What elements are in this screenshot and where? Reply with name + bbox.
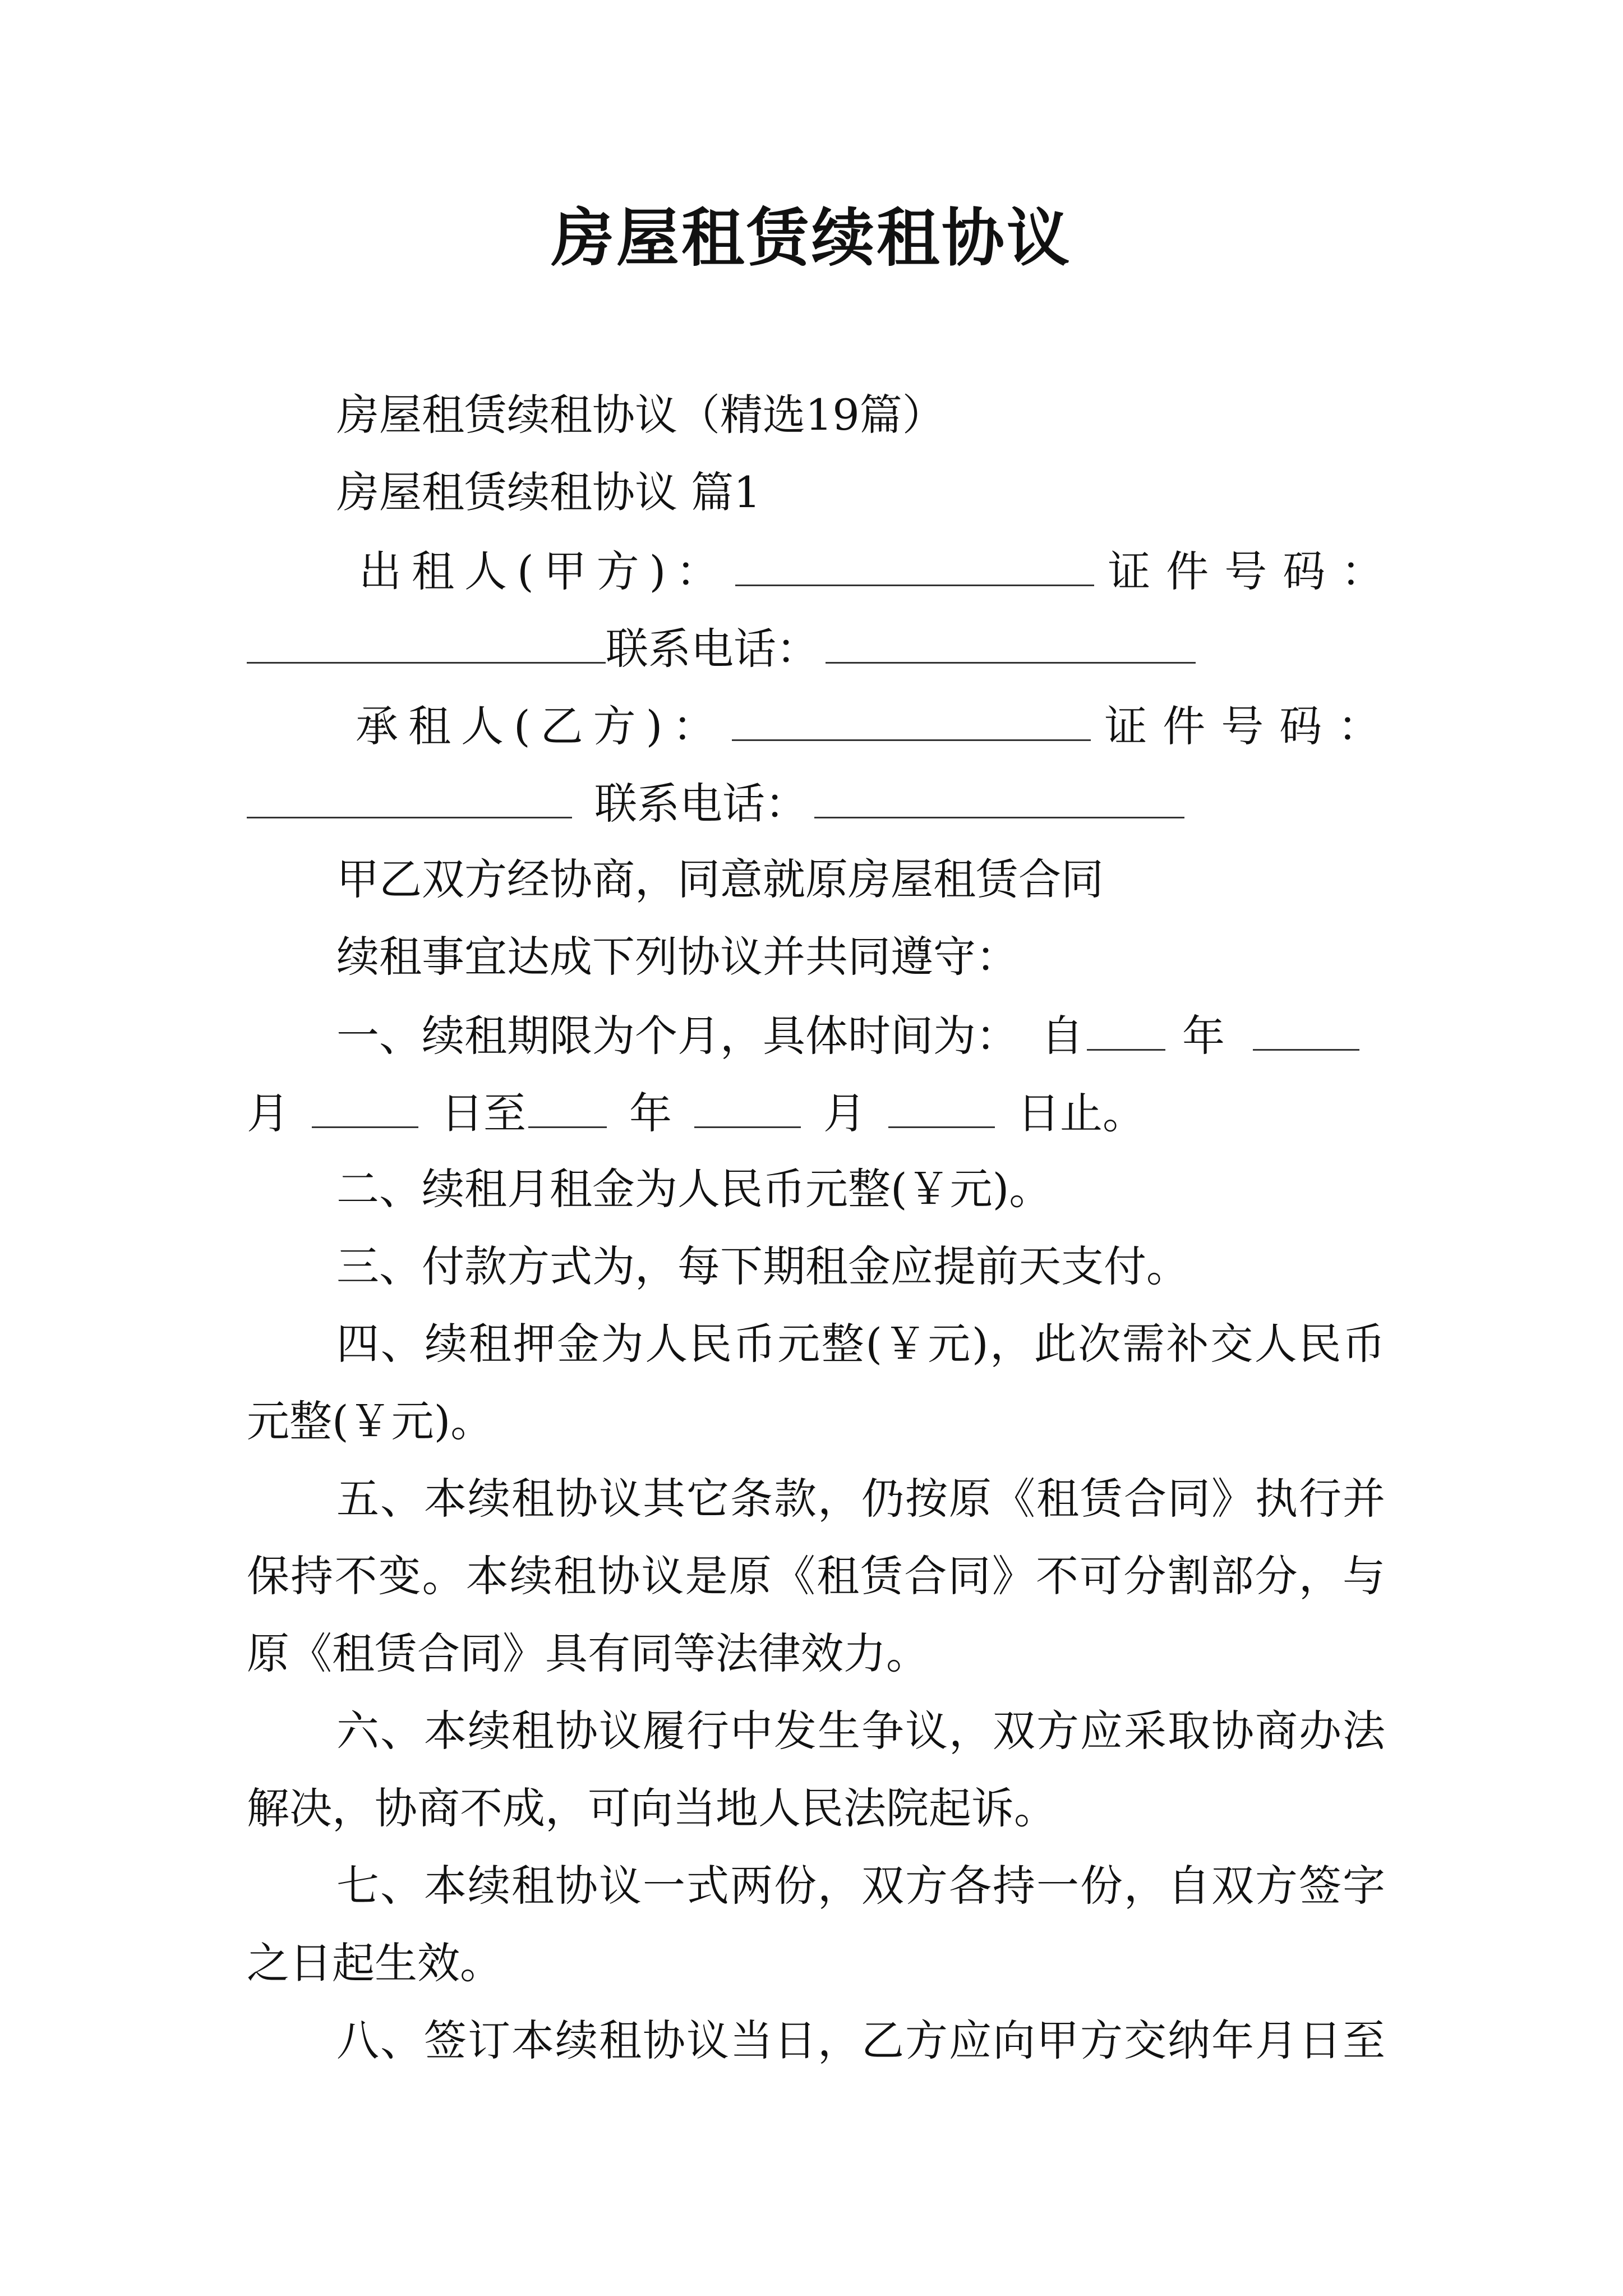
lessee-label: 承租人(乙方)： [356, 701, 726, 751]
lessee-name-blank [732, 697, 1091, 741]
clause-1-lead: 一、续租期限为个月，具体时间为： [336, 1011, 1018, 1061]
lessee-id-label: 证件号码： [1104, 701, 1396, 751]
lessor-id-label: 证件号码： [1108, 546, 1400, 596]
clause-1-line-1 [336, 1006, 1385, 1064]
clause-4-line-1: 四、续租押金为人民币元整(￥元)，此次需补交人民币 [336, 1319, 1385, 1369]
clause-1-day-to: 日至 [441, 1088, 526, 1138]
clause-1-from-day-blank [312, 1084, 418, 1128]
lessor-line [359, 542, 1400, 600]
clause-1-to-day-blank [888, 1084, 995, 1128]
document-subtitle: 房屋租赁续租协议（精选19篇） [336, 390, 945, 440]
clause-1-from: 自 [1041, 1011, 1083, 1061]
lessor-name-blank [735, 542, 1094, 586]
lessee-phone-blank [814, 774, 1184, 818]
lessee-id-blank [247, 774, 572, 818]
clause-7-line-1: 七、本续租协议一式两份，双方各持一份，自双方签字 [336, 1861, 1385, 1911]
lessor-phone-blank [826, 619, 1196, 664]
lessee-line [356, 697, 1396, 754]
clause-1-year-label: 年 [1182, 1011, 1225, 1061]
clause-3: 三、付款方式为，每下期租金应提前天支付。 [336, 1241, 1189, 1291]
lessee-id-phone-line [247, 774, 1385, 832]
clause-1-from-month-blank [1253, 1006, 1359, 1051]
clause-2: 二、续租月租金为人民币元整(￥元)。 [336, 1164, 1052, 1214]
lessor-phone-label: 联系电话： [606, 624, 819, 674]
clause-1-to-month-blank [694, 1084, 801, 1128]
clause-8-line-1: 八、签订本续租协议当日，乙方应向甲方交纳年月日至 [336, 2016, 1385, 2065]
clause-5-line-3: 原《租赁合同》具有同等法律效力。 [247, 1628, 929, 1678]
clause-1-to-year-label: 年 [629, 1088, 672, 1138]
clause-1-line-2 [247, 1084, 1385, 1142]
intro-line-1: 甲乙双方经协商，同意就原房屋租赁合同 [336, 854, 1104, 904]
section-heading: 房屋租赁续租协议 篇1 [336, 467, 761, 517]
clause-6-line-2: 解决，协商不成，可向当地人民法院起诉。 [247, 1783, 1057, 1833]
clause-1-from-year-blank [1087, 1006, 1165, 1051]
clause-1-month-label: 月 [247, 1088, 289, 1138]
clause-7-line-2: 之日起生效。 [247, 1938, 502, 1988]
clause-5-line-1: 五、本续租协议其它条款，仍按原《租赁合同》执行并 [336, 1474, 1385, 1524]
clause-1-to-month-label: 月 [823, 1088, 866, 1138]
lessor-id-phone-line [247, 619, 1385, 677]
clause-5-line-2: 保持不变。本续租协议是原《租赁合同》不可分割部分，与 [247, 1551, 1385, 1601]
clause-6-line-1: 六、本续租协议履行中发生争议，双方应采取协商办法 [336, 1706, 1385, 1756]
lessee-phone-label: 联系电话： [594, 779, 808, 829]
document-title: 房屋租赁续租协议 [551, 202, 1072, 275]
clause-1-to-year-blank [528, 1084, 607, 1128]
clause-1-day-end: 日止。 [1017, 1088, 1145, 1138]
clause-4-line-2: 元整(￥元)。 [247, 1396, 494, 1446]
lessor-id-blank [247, 619, 606, 664]
intro-line-2: 续租事宜达成下列协议并共同遵守： [336, 932, 1018, 982]
lessor-label: 出租人(甲方)： [359, 546, 729, 596]
